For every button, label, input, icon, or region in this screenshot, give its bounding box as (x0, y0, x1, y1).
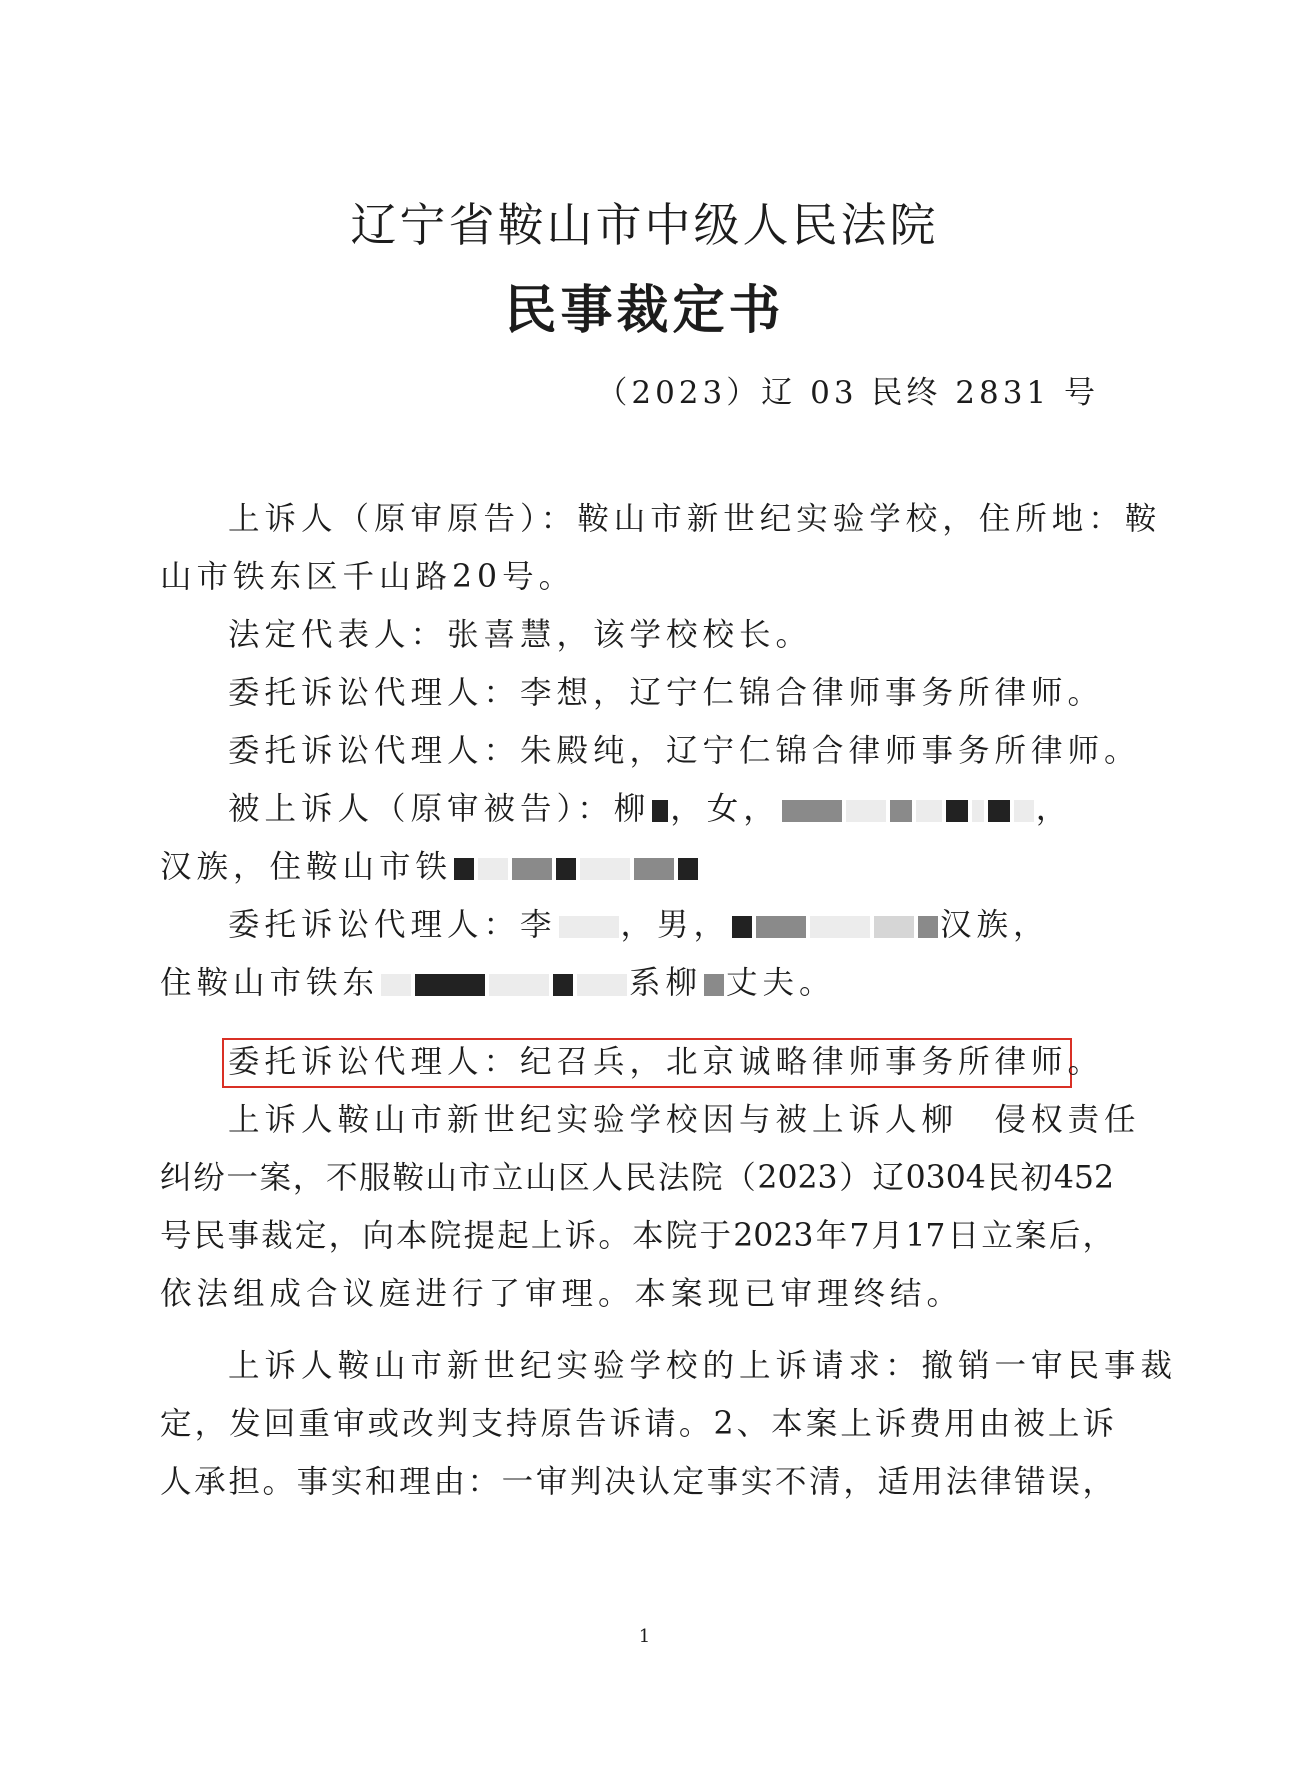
redaction-block (918, 916, 938, 938)
redaction-block (732, 916, 752, 938)
document-type: 民事裁定书 (504, 280, 785, 341)
case-number: （2023）辽 03 民终 2831 号 (596, 375, 1099, 411)
appellee-agent-address-text: 住鞍山市铁东 (160, 965, 380, 1001)
redaction-block (916, 800, 942, 822)
redaction-block (634, 858, 674, 880)
redaction-block (782, 800, 842, 822)
body-paragraph-2-line-1: 上诉人鞍山市新世纪实验学校的上诉请求：撤销一审民事裁 (228, 1348, 1178, 1384)
appellant-agent-2: 委托诉讼代理人：朱殿纯，辽宁仁锦合律师事务所律师。 (228, 733, 1141, 769)
appellee-agent-line (228, 904, 1050, 946)
redaction-block (946, 800, 968, 822)
redaction-block (810, 916, 870, 938)
appellee-label: 被上诉人（原审被告）：柳 (228, 791, 651, 827)
appellee-agent-highlighted: 委托诉讼代理人：纪召兵，北京诚略律师事务所律师。 (228, 1044, 1105, 1080)
appellee-address-text: 汉族，住鞍山市铁 (160, 849, 453, 885)
appellant-agent-1: 委托诉讼代理人：李想，辽宁仁锦合律师事务所律师。 (228, 675, 1105, 711)
redaction-block (556, 858, 576, 880)
body-paragraph-1-line-1: 上诉人鞍山市新世纪实验学校因与被上诉人柳 侵权责任 (228, 1102, 1141, 1138)
redaction-block (415, 974, 485, 996)
redaction-block (553, 974, 573, 996)
redaction-block (1014, 800, 1034, 822)
redaction-block (988, 800, 1010, 822)
body-paragraph-1-line-2: 纠纷一案，不服鞍山市立山区人民法院（2023）辽0304民初452 (160, 1160, 1114, 1196)
body-paragraph-2-line-3: 人承担。事实和理由：一审判决认定事实不清，适用法律错误， (160, 1464, 1114, 1500)
appellee-agent-label: 委托诉讼代理人：李 (228, 907, 557, 943)
court-name: 辽宁省鞍山市中级人民法院 (350, 198, 939, 252)
redaction-block (478, 858, 508, 880)
appellee-address (160, 846, 700, 888)
appellee-comma: ， (1035, 791, 1073, 827)
redaction-block (577, 974, 627, 996)
redaction-block (454, 858, 474, 880)
legal-representative: 法定代表人：张喜慧，该学校校长。 (228, 617, 813, 653)
page-number: 1 (638, 1626, 651, 1647)
redaction-block (678, 858, 698, 880)
appellee-agent-relation: 系柳 (629, 965, 703, 1001)
appellee-agent-ethnicity: 汉族， (940, 907, 1050, 943)
appellee-line (228, 788, 1072, 830)
redaction-block (580, 858, 630, 880)
appellee-agent-address (160, 962, 836, 1004)
appellant-address: 山市铁东区千山路20号。 (160, 559, 576, 595)
redaction-block (512, 858, 552, 880)
redaction-block (846, 800, 886, 822)
redaction-block (972, 800, 984, 822)
body-paragraph-1-line-4: 依法组成合议庭进行了审理。本案现已审理终结。 (160, 1276, 964, 1312)
redaction-block (381, 974, 411, 996)
body-paragraph-1-line-3: 号民事裁定，向本院提起上诉。本院于2023年7月17日立案后， (160, 1218, 1114, 1254)
appellee-gender: ，女， (670, 791, 780, 827)
appellant-line: 上诉人（原审原告）：鞍山市新世纪实验学校，住所地：鞍 (228, 501, 1162, 537)
redaction-block (559, 916, 619, 938)
redaction-block (756, 916, 806, 938)
redaction-block (890, 800, 912, 822)
redaction-block (489, 974, 549, 996)
body-paragraph-2-line-2: 定，发回重审或改判支持原告诉请。2、本案上诉费用由被上诉 (160, 1406, 1114, 1442)
redaction-block (652, 800, 668, 822)
appellee-agent-husband: 丈夫。 (726, 965, 836, 1001)
redaction-block (704, 974, 724, 996)
appellee-agent-gender: ，男， (620, 907, 731, 943)
redaction-block (874, 916, 914, 938)
